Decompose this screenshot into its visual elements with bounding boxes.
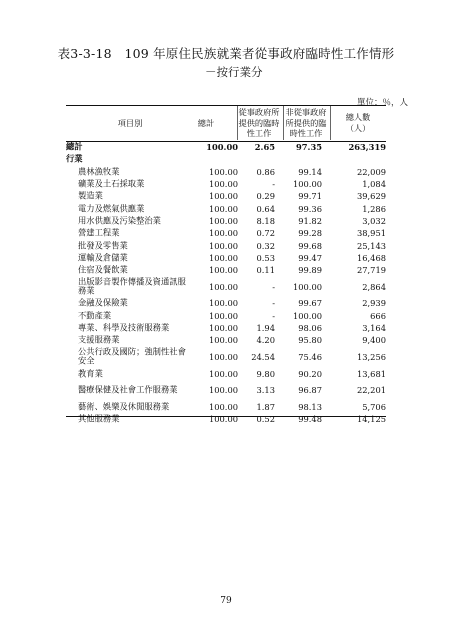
row-label: 藝術、娛樂及休閒服務業	[78, 401, 170, 412]
cell-total: 100.00	[208, 215, 238, 226]
table-row	[66, 276, 386, 297]
cell-count: 9,400	[362, 335, 386, 346]
unit-note: 單位：％，人	[356, 98, 408, 108]
table-row	[66, 202, 386, 214]
cell-gov: 0.72	[256, 228, 275, 239]
cell-total: 100.00	[208, 351, 238, 362]
cell-total: 100.00	[208, 265, 238, 276]
cell-non-gov: 99.89	[298, 265, 322, 276]
row-label: 電力及燃氣供應業	[78, 202, 145, 213]
cell-non-gov: 96.87	[298, 385, 322, 396]
cell-non-gov: 99.47	[298, 252, 322, 263]
row-label: 行業	[66, 153, 83, 164]
cell-gov: -	[272, 179, 275, 190]
table-row	[66, 264, 386, 276]
table-top-rule	[66, 105, 386, 106]
cell-count: 27,719	[356, 265, 386, 276]
header-item: 項目別	[117, 118, 143, 128]
header-total-count: 總人數（人）	[345, 112, 371, 133]
cell-non-gov: 90.20	[298, 368, 322, 379]
table-row	[66, 141, 386, 153]
cell-total: 100.00	[208, 191, 238, 202]
cell-non-gov: 99.28	[298, 228, 322, 239]
cell-gov: 0.86	[256, 166, 275, 177]
table-row	[66, 322, 386, 334]
cell-gov: 0.29	[256, 191, 275, 202]
row-label: 專業、科學及技術服務業	[78, 322, 170, 333]
cell-count: 16,468	[356, 252, 386, 263]
header-divider	[330, 106, 331, 140]
table-row	[66, 227, 386, 239]
cell-non-gov: 99.68	[298, 240, 322, 251]
table-row	[66, 239, 386, 251]
cell-gov: 0.53	[256, 252, 275, 263]
cell-gov: 0.32	[256, 240, 275, 251]
cell-total: 100.00	[208, 203, 238, 214]
row-label: 教育業	[78, 367, 103, 378]
row-label: 支援服務業	[78, 334, 120, 345]
cell-total: 100.00	[208, 323, 238, 333]
cell-count: 39,629	[356, 191, 386, 202]
cell-gov: 8.18	[256, 215, 275, 226]
cell-gov: 1.94	[256, 323, 275, 333]
cell-count: 263,319	[348, 142, 386, 153]
table-row	[66, 178, 386, 190]
cell-gov: 1.87	[256, 401, 275, 412]
cell-total: 100.00	[208, 385, 238, 396]
row-label: 運輸及倉儲業	[78, 252, 128, 263]
cell-total: 100.00	[208, 401, 238, 412]
cell-total: 100.00	[208, 310, 238, 321]
header-gov-temp-work: 從事政府所提供的臨時性工作	[238, 107, 280, 138]
row-label: 其他服務業	[78, 413, 120, 424]
cell-gov: 24.54	[251, 351, 275, 362]
cell-total: 100.00	[208, 298, 238, 309]
cell-count: 1,084	[362, 179, 386, 190]
cell-count: 1,286	[362, 203, 386, 214]
cell-non-gov: 97.35	[296, 142, 322, 153]
cell-count: 2,939	[362, 298, 386, 309]
cell-count: 13,256	[356, 351, 386, 362]
cell-total: 100.00	[206, 142, 238, 153]
table-row	[66, 413, 386, 425]
table-row	[66, 367, 386, 379]
cell-non-gov: 98.13	[298, 401, 322, 412]
row-label: 批發及零售業	[78, 239, 128, 250]
cell-count: 3,032	[362, 215, 386, 226]
cell-non-gov: 99.36	[298, 203, 322, 214]
cell-count: 13,681	[356, 368, 386, 379]
row-label: 醫療保健及社會工作服務業	[78, 384, 178, 395]
cell-non-gov: 99.67	[298, 298, 322, 309]
row-label: 公共行政及國防；強制性社會安全	[78, 346, 186, 366]
table-body	[66, 141, 386, 425]
cell-total: 100.00	[208, 252, 238, 263]
cell-total: 100.00	[208, 368, 238, 379]
cell-gov: -	[272, 310, 275, 321]
row-label: 出版影音製作傳播及資通訊服務業	[78, 276, 186, 296]
cell-non-gov: 100.00	[292, 310, 322, 321]
table-row	[66, 215, 386, 227]
table-row	[66, 166, 386, 178]
row-label: 不動產業	[78, 309, 112, 320]
table-row	[66, 334, 386, 346]
table-row	[66, 190, 386, 202]
cell-count: 22,009	[356, 166, 386, 177]
cell-count: 2,864	[362, 281, 386, 292]
row-label: 總計	[66, 141, 83, 152]
row-label: 用水供應及污染整治業	[78, 215, 161, 226]
cell-count: 666	[370, 310, 386, 321]
cell-count: 14,125	[356, 414, 386, 425]
table-row	[66, 346, 386, 367]
cell-non-gov: 98.06	[298, 323, 322, 333]
table-row	[66, 401, 386, 413]
cell-non-gov: 99.48	[298, 414, 322, 425]
header-total: 總計	[197, 118, 215, 128]
cell-gov: 0.11	[256, 265, 275, 276]
row-label: 製造業	[78, 190, 103, 201]
cell-count: 3,164	[362, 323, 386, 333]
cell-gov: 2.65	[254, 142, 275, 153]
cell-total: 100.00	[208, 281, 238, 292]
row-label: 住宿及餐飲業	[78, 264, 128, 275]
table-subtitle: －按行業分	[205, 65, 263, 79]
cell-non-gov: 95.80	[298, 335, 322, 346]
table-row	[66, 297, 386, 309]
cell-gov: 0.52	[256, 414, 275, 425]
cell-total: 100.00	[208, 240, 238, 251]
row-label: 礦業及土石採取業	[78, 178, 145, 189]
cell-total: 100.00	[208, 228, 238, 239]
table-title: 表3-3-18 109 年原住民族就業者從事政府臨時性工作情形	[57, 46, 395, 61]
cell-non-gov: 100.00	[292, 179, 322, 190]
cell-non-gov: 99.71	[298, 191, 322, 202]
row-label: 金融及保險業	[78, 297, 128, 308]
cell-non-gov: 75.46	[298, 351, 322, 362]
cell-total: 100.00	[208, 414, 238, 425]
cell-gov: 9.80	[256, 368, 275, 379]
cell-gov: -	[272, 281, 275, 292]
cell-non-gov: 91.82	[298, 215, 322, 226]
table-row	[66, 380, 386, 401]
row-label: 營建工程業	[78, 227, 120, 238]
table-row	[66, 252, 386, 264]
table-row	[66, 153, 386, 165]
cell-gov: 0.64	[256, 203, 275, 214]
cell-count: 5,706	[362, 401, 386, 412]
cell-total: 100.00	[208, 166, 238, 177]
cell-non-gov: 99.14	[298, 166, 322, 177]
table-row	[66, 310, 386, 322]
row-label: 農林漁牧業	[78, 165, 120, 176]
cell-count: 22,201	[356, 385, 386, 396]
cell-total: 100.00	[208, 335, 238, 346]
cell-total: 100.00	[208, 179, 238, 190]
cell-non-gov: 100.00	[292, 281, 322, 292]
cell-gov: 3.13	[256, 385, 275, 396]
page-number: 79	[220, 596, 232, 606]
cell-gov: -	[272, 298, 275, 309]
header-non-gov-temp-work: 非從事政府所提供的臨時性工作	[285, 107, 327, 138]
cell-count: 38,951	[356, 228, 386, 239]
cell-count: 25,143	[356, 240, 386, 251]
cell-gov: 4.20	[256, 335, 275, 346]
